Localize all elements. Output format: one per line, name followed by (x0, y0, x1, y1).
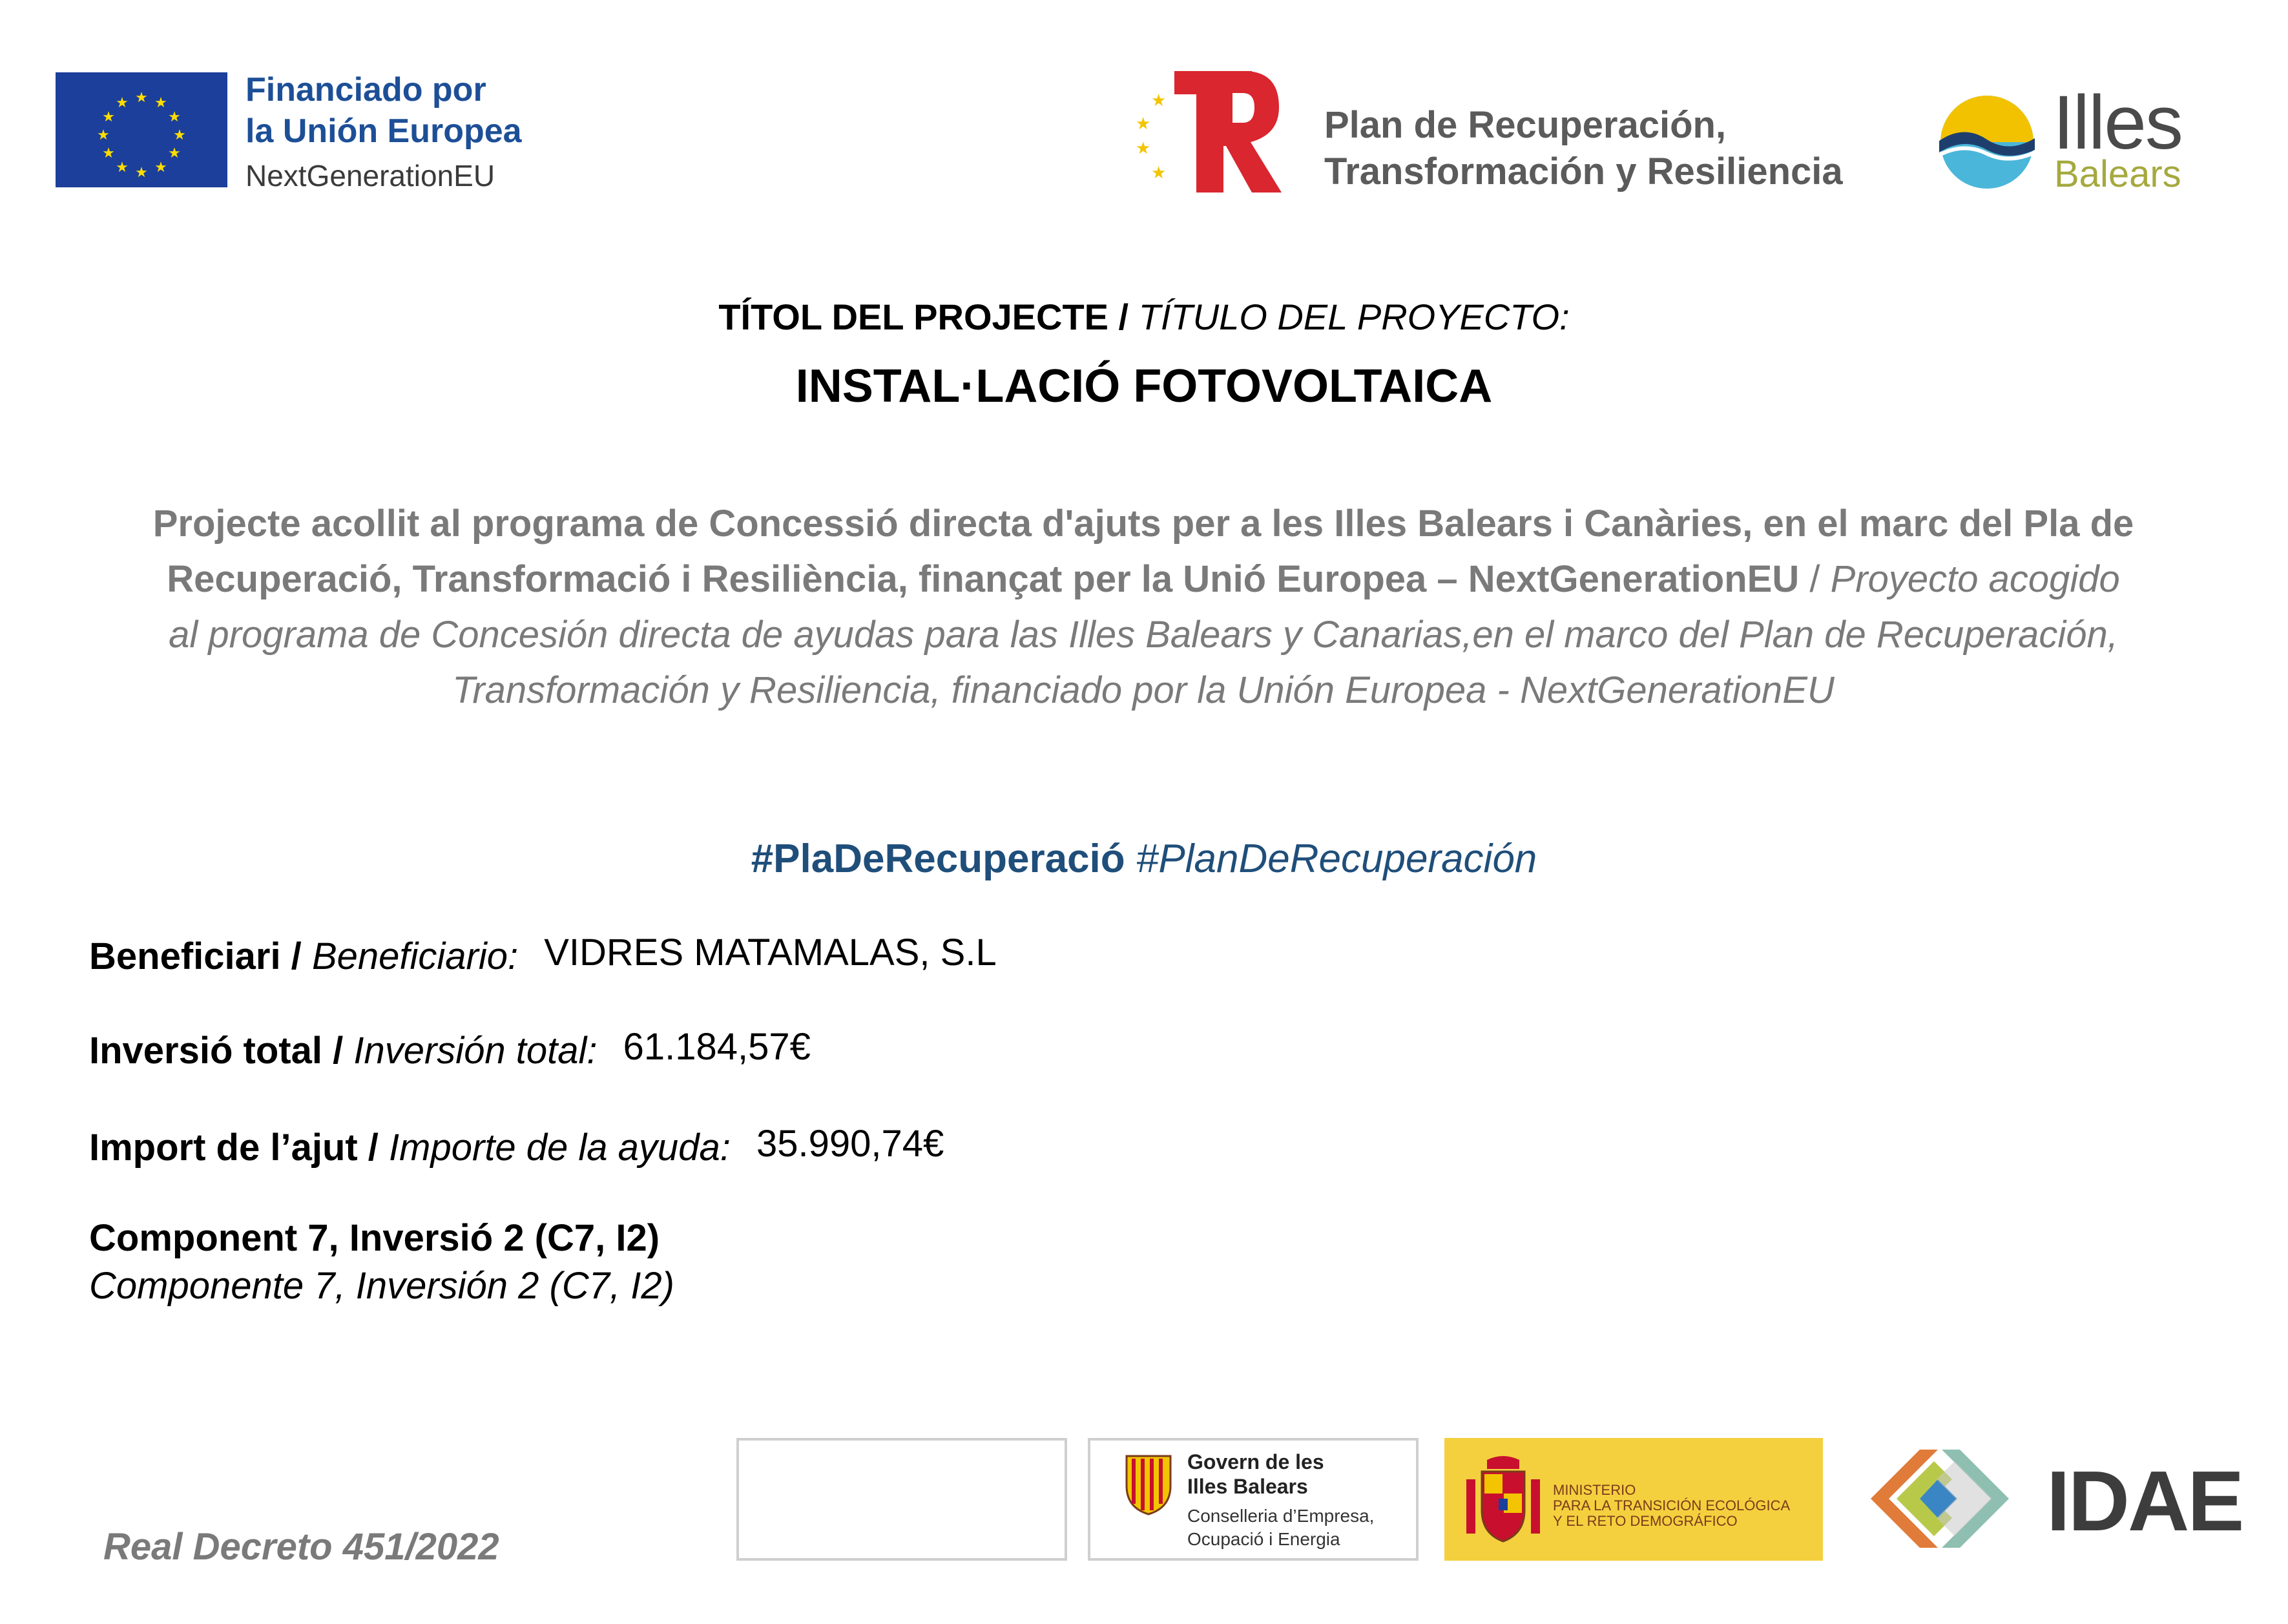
svg-text:★: ★ (97, 127, 110, 143)
beneficiary-value: VIDRES MATAMALAS, S.L (544, 932, 997, 973)
eu-flag-logo (56, 72, 227, 187)
ministry-line3: Y EL RETO DEMOGRÁFICO (1553, 1513, 1738, 1529)
royal-decree: Real Decreto 451/2022 (103, 1526, 499, 1568)
svg-text:★: ★ (154, 160, 167, 176)
prtr-line1: Plan de Recuperación, (1324, 104, 1727, 146)
svg-text:★: ★ (135, 165, 148, 181)
illes-balears-logo (1938, 90, 2048, 194)
eu-funding-line1: Financiado por (245, 71, 486, 109)
govern-line1: Govern de les (1187, 1450, 1324, 1473)
balears-text: Balears (2054, 153, 2181, 195)
aid-label-spanish: Importe de la ayuda: (389, 1127, 731, 1169)
investment-row (89, 1028, 811, 1074)
hashtags (0, 835, 2288, 884)
description-spanish: Proyecto acogido al programa de Concesión directa de ayudas para las Illes Balears y Canarias,en el marco del Plan de Recuperación, Transformación y Resiliencia, financiado por la Unión Europea - NextGenerationEU (169, 558, 2120, 711)
govern-line4: Ocupació i Energia (1187, 1529, 1340, 1549)
investment-label-spanish: Inversión total: (353, 1030, 598, 1072)
eu-funding-line2: la Unión Europea (245, 112, 522, 150)
component-spanish: Componente 7, Inversión 2 (C7, I2) (89, 1265, 674, 1307)
govern-line3: Conselleria d’Empresa, (1187, 1506, 1375, 1526)
investment-label-catalan: Inversió total / (89, 1030, 344, 1072)
description-catalan: Projecte acollit al programa de Concessió directa d'ajuts per a les Illes Balears i Canàries, en el marc del Pla de Recuperació, Transformació i Resiliència, finançat per la Unió Europea – NextGenerationEU (152, 503, 2134, 600)
svg-text:★: ★ (102, 109, 115, 125)
description-separator: / (1799, 558, 1831, 600)
component-catalan: Component 7, Inversió 2 (C7, I2) (89, 1217, 660, 1259)
illes-text: Illes (2053, 80, 2182, 165)
hashtag-spanish: #PlanDeRecuperación (1136, 837, 1537, 881)
svg-text:★: ★ (154, 95, 167, 111)
project-title-label-spanish: TÍTULO DEL PROYECTO: (1138, 297, 1570, 337)
svg-text:★: ★ (116, 95, 129, 111)
aid-value: 35.990,74€ (756, 1123, 944, 1165)
eu-funding-line3: NextGenerationEU (245, 159, 495, 193)
svg-text:★: ★ (102, 145, 115, 161)
program-description (149, 496, 2138, 718)
svg-text:★: ★ (168, 109, 181, 125)
investment-value: 61.184,57€ (623, 1026, 811, 1068)
balearic-shield-icon (1124, 1453, 1173, 1515)
spain-coat-of-arms-icon (1461, 1453, 1545, 1546)
project-title-label-separator: / (1108, 297, 1139, 337)
govern-line2: Illes Balears (1187, 1475, 1308, 1498)
aid-row (89, 1125, 944, 1171)
idae-text: IDAE (2046, 1453, 2243, 1548)
idae-logo-icon (1858, 1437, 2032, 1563)
svg-text:★: ★ (168, 145, 181, 161)
beneficiary-row (89, 934, 997, 979)
ministry-line2: PARA LA TRANSICIÓN ECOLÓGICA (1553, 1497, 1791, 1514)
aid-label-catalan: Import de l’ajut / (89, 1127, 379, 1169)
svg-text:★: ★ (135, 90, 148, 106)
svg-text:★: ★ (116, 160, 129, 176)
project-title: INSTAL·LACIÓ FOTOVOLTAICA (795, 360, 1493, 412)
svg-text:★: ★ (1151, 91, 1167, 110)
project-title-label-catalan: TÍTOL DEL PROJECTE (718, 297, 1108, 337)
empty-logo-box (736, 1438, 1067, 1561)
ministry-line1: MINISTERIO (1553, 1482, 1636, 1498)
hashtag-catalan: #PlaDeRecuperació (751, 837, 1125, 881)
project-title-label (0, 295, 2288, 340)
svg-text:★: ★ (1151, 163, 1167, 183)
svg-text:★: ★ (1136, 114, 1151, 134)
svg-text:★: ★ (1136, 139, 1151, 158)
beneficiary-label-catalan: Beneficiari / (89, 935, 302, 977)
svg-text:★: ★ (173, 127, 186, 143)
beneficiary-label-spanish: Beneficiario: (311, 935, 519, 977)
prtr-logo (1129, 67, 1284, 196)
prtr-line2: Transformación y Resiliencia (1324, 151, 1843, 193)
